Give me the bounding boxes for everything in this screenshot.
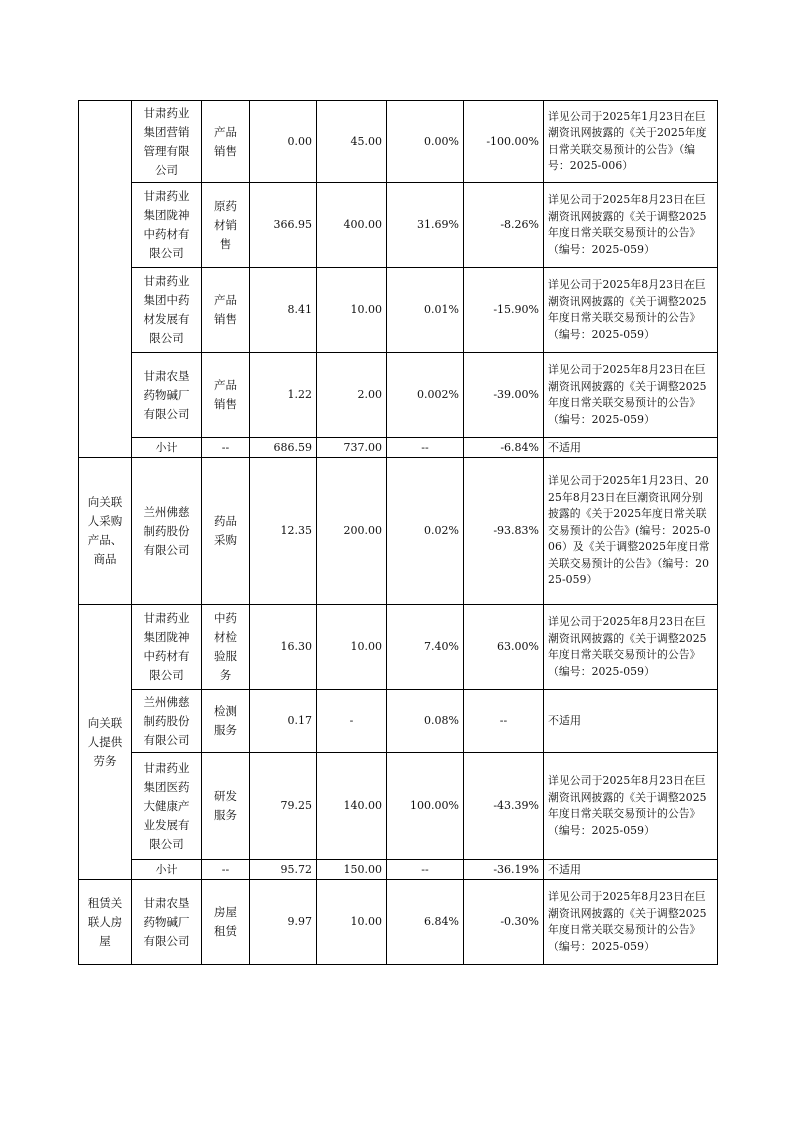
actual-amount-cell: 16.30	[250, 605, 317, 690]
category-cell: 租赁关 联人房 屋	[79, 880, 132, 965]
item-cell: 药品 采购	[202, 458, 250, 605]
note-cell: 不适用	[544, 860, 718, 880]
table-row	[79, 605, 718, 690]
budget-amount-cell: 150.00	[317, 860, 387, 880]
difference-cell: -39.00%	[464, 353, 544, 438]
item-cell: 原药 材销 售	[202, 183, 250, 268]
difference-cell: 63.00%	[464, 605, 544, 690]
subtotal-label: 小计	[132, 860, 202, 880]
budget-amount-cell: 45.00	[317, 101, 387, 183]
table-row	[79, 353, 718, 438]
table-row	[79, 458, 718, 605]
actual-amount-cell: 0.17	[250, 690, 317, 753]
category-cell-continued	[79, 101, 132, 458]
budget-amount-cell: 10.00	[317, 268, 387, 353]
budget-amount-cell: 10.00	[317, 605, 387, 690]
category-cell: 向关联 人提供 劳务	[79, 605, 132, 880]
actual-amount-cell: 95.72	[250, 860, 317, 880]
actual-amount-cell: 12.35	[250, 458, 317, 605]
company-cell: 甘肃农垦 药物碱厂 有限公司	[132, 880, 202, 965]
category-cell: 向关联 人采购 产品、 商品	[79, 458, 132, 605]
item-cell: 产品 销售	[202, 101, 250, 183]
note-cell: 详见公司于2025年1月23日、2025年8月23日在巨潮资讯网分别披露的《关于2025年度日常关联交易预计的公告》(编号：2025-006）及《关于调整2025年度日常关联交易预计的公告》（编号：2025-059）	[544, 458, 718, 605]
ratio-cell: 6.84%	[387, 880, 464, 965]
item-cell: --	[202, 438, 250, 458]
subtotal-label: 小计	[132, 438, 202, 458]
item-cell: --	[202, 860, 250, 880]
difference-cell: -36.19%	[464, 860, 544, 880]
company-cell: 甘肃药业 集团中药 材发展有 限公司	[132, 268, 202, 353]
note-cell: 详见公司于2025年8月23日在巨潮资讯网披露的《关于调整2025年度日常关联交易预计的公告》（编号：2025-059）	[544, 268, 718, 353]
related-transactions-table	[78, 100, 718, 965]
company-cell: 兰州佛慈 制药股份 有限公司	[132, 458, 202, 605]
item-cell: 产品 销售	[202, 353, 250, 438]
budget-amount-cell: 10.00	[317, 880, 387, 965]
note-cell: 详见公司于2025年1月23日在巨潮资讯网披露的《关于2025年度日常关联交易预计的公告》（编号：2025-006）	[544, 101, 718, 183]
note-cell: 详见公司于2025年8月23日在巨潮资讯网披露的《关于调整2025年度日常关联交易预计的公告》（编号：2025-059）	[544, 880, 718, 965]
note-cell: 不适用	[544, 690, 718, 753]
note-cell: 不适用	[544, 438, 718, 458]
item-cell: 研发 服务	[202, 753, 250, 860]
ratio-cell: 0.08%	[387, 690, 464, 753]
item-cell: 中药 材检 验服 务	[202, 605, 250, 690]
subtotal-row	[79, 860, 718, 880]
ratio-cell: 0.00%	[387, 101, 464, 183]
item-cell: 房屋 租赁	[202, 880, 250, 965]
company-cell: 甘肃药业 集团陇神 中药材有 限公司	[132, 183, 202, 268]
actual-amount-cell: 8.41	[250, 268, 317, 353]
difference-cell: -15.90%	[464, 268, 544, 353]
budget-amount-cell: 737.00	[317, 438, 387, 458]
difference-cell: -6.84%	[464, 438, 544, 458]
note-cell: 详见公司于2025年8月23日在巨潮资讯网披露的《关于调整2025年度日常关联交易预计的公告》（编号：2025-059）	[544, 605, 718, 690]
ratio-cell: --	[387, 860, 464, 880]
actual-amount-cell: 366.95	[250, 183, 317, 268]
budget-amount-cell: 2.00	[317, 353, 387, 438]
note-cell: 详见公司于2025年8月23日在巨潮资讯网披露的《关于调整2025年度日常关联交易预计的公告》（编号：2025-059）	[544, 353, 718, 438]
difference-cell: -0.30%	[464, 880, 544, 965]
note-cell: 详见公司于2025年8月23日在巨潮资讯网披露的《关于调整2025年度日常关联交易预计的公告》（编号：2025-059）	[544, 183, 718, 268]
item-cell: 产品 销售	[202, 268, 250, 353]
actual-amount-cell: 79.25	[250, 753, 317, 860]
table-row	[79, 268, 718, 353]
company-cell: 兰州佛慈 制药股份 有限公司	[132, 690, 202, 753]
actual-amount-cell: 686.59	[250, 438, 317, 458]
company-cell: 甘肃药业 集团陇神 中药材有 限公司	[132, 605, 202, 690]
ratio-cell: 7.40%	[387, 605, 464, 690]
ratio-cell: 100.00%	[387, 753, 464, 860]
actual-amount-cell: 0.00	[250, 101, 317, 183]
difference-cell: -8.26%	[464, 183, 544, 268]
ratio-cell: 31.69%	[387, 183, 464, 268]
company-cell: 甘肃药业 集团医药 大健康产 业发展有 限公司	[132, 753, 202, 860]
actual-amount-cell: 9.97	[250, 880, 317, 965]
table-row	[79, 183, 718, 268]
item-cell: 检测 服务	[202, 690, 250, 753]
ratio-cell: --	[387, 438, 464, 458]
ratio-cell: 0.01%	[387, 268, 464, 353]
budget-amount-cell: 200.00	[317, 458, 387, 605]
difference-cell: -100.00%	[464, 101, 544, 183]
note-cell: 详见公司于2025年8月23日在巨潮资讯网披露的《关于调整2025年度日常关联交易预计的公告》（编号：2025-059）	[544, 753, 718, 860]
company-cell: 甘肃农垦 药物碱厂 有限公司	[132, 353, 202, 438]
difference-cell: -43.39%	[464, 753, 544, 860]
company-cell: 甘肃药业 集团营销 管理有限 公司	[132, 101, 202, 183]
difference-cell: -93.83%	[464, 458, 544, 605]
table-row	[79, 101, 718, 183]
actual-amount-cell: 1.22	[250, 353, 317, 438]
subtotal-row	[79, 438, 718, 458]
budget-amount-cell: -	[317, 690, 387, 753]
table-row	[79, 880, 718, 965]
budget-amount-cell: 400.00	[317, 183, 387, 268]
table-row	[79, 690, 718, 753]
ratio-cell: 0.002%	[387, 353, 464, 438]
budget-amount-cell: 140.00	[317, 753, 387, 860]
ratio-cell: 0.02%	[387, 458, 464, 605]
difference-cell: --	[464, 690, 544, 753]
table-row	[79, 753, 718, 860]
